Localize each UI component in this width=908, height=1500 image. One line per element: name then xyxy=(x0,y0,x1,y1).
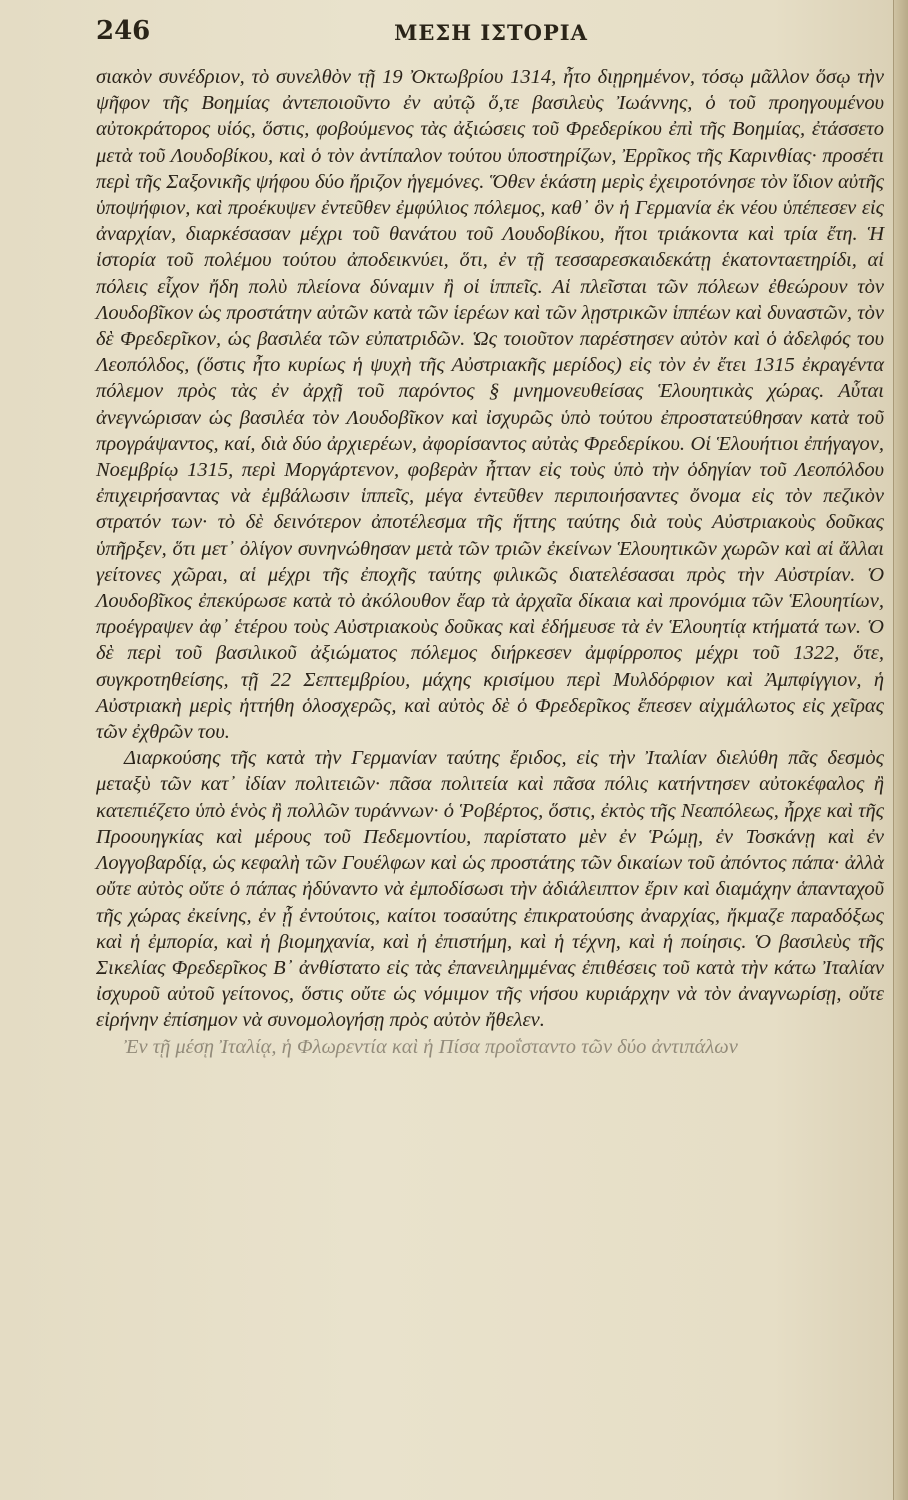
paragraph: Διαρκούσης τῆς κατὰ τὴν Γερμανίαν ταύτης ἔριδος, εἰς τὴν Ἰταλίαν διελύθη πᾶς δεσμὸς μεταξὺ τῶν κατ᾽ ἰδίαν πολιτειῶν· πᾶσα πολιτεία καὶ πᾶσα πόλις κατήντησεν αὐτοκέφαλος ἢ κατεπιέζετο ὑπὸ ἑνὸς ἢ πολλῶν τυράννων· ὁ Ῥοβέρτος, ὅστις, ἐκτὸς τῆς Νεαπόλεως, ἦρχε καὶ τῆς Προουηγκίας καὶ μέρους τοῦ Πεδεμοντίου, παρίστατο μὲν ἐν Ῥώμῃ, ἐν Τοσκάνῃ καὶ ἐν Λογγοβαρδίᾳ, ὡς κεφαλὴ τῶν Γουέλφων καὶ ὡς προστάτης τῶν δικαίων τοῦ ἀπόντος πάπα· ἀλλὰ οὔτε αὐτὸς οὔτε ὁ πάπας ἠδύναντο νὰ ἐμποδίσωσι τὴν ἀδιάλειπτον ἔριν καὶ διαμάχην ἁπανταχοῦ τῆς χώρας ἐκείνης, ἐν ᾗ ἐντούτοις, καίτοι τοσαύτης ἐπικρατούσης ἀναρχίας, ἤκμαζε παραδόξως καὶ ἡ ἐμπορία, καὶ ἡ βιομηχανία, καὶ ἡ ἐπιστήμη, καὶ ἡ τέχνη, καὶ ἡ ποίησις. Ὁ βασιλεὺς τῆς Σικελίας Φρεδερῖκος Β᾽ ἀνθίστατο εἰς τὰς ἐπανειλημμένας ἐπιθέσεις τοῦ κατὰ τὴν κάτω Ἰταλίαν ἰσχυροῦ αὐτοῦ γείτονος, ὅστις οὔτε ὡς νόμιμον τῆς νήσου κυριάρχην νὰ τὸν ἀναγνωρίσῃ, οὔτε εἰρήνην ἐπίσημον νὰ συνομολογήσῃ πρὸς αὐτὸν ἤθελεν. xyxy=(96,747,884,1032)
page-number: 246 xyxy=(96,16,151,46)
main-text xyxy=(96,64,884,1060)
running-title: ΜΕΣΗ ΙΣΤΟΡΙΑ xyxy=(394,20,588,45)
page-header xyxy=(96,14,886,54)
page-edge xyxy=(893,0,908,1500)
paragraph: Ἐν τῇ μέσῃ Ἰταλίᾳ, ἡ Φλωρεντία καὶ ἡ Πίσα προΐσταντο τῶν δύο ἀντιπάλων xyxy=(124,1035,738,1058)
paragraph: σιακὸν συνέδριον, τὸ συνελθὸν τῇ 19 Ὀκτωβρίου 1314, ἦτο διῃρημένον, τόσῳ μᾶλλον ὅσῳ τὴν ψῆφον τῆς Βοημίας ἀντεποιοῦντο ἐν αὐτῷ ὅ,τε βασιλεὺς Ἰωάννης, ὁ τοῦ προηγουμένου αὐτοκράτορος υἱός, ὅστις, φοβούμενος τὰς ἀξιώσεις τοῦ Φρεδερίκου ἐπὶ τῆς Βοημίας, ἐτάσσετο μετὰ τοῦ Λουδοβίκου, καὶ ὁ τὸν ἀντίπαλον τούτου ὑποστηρίζων, Ἐρρῖκος τῆς Καρινθίας· προσέτι περὶ τῆς Σαξονικῆς ψήφου δύο ἤριζον ἡγεμόνες. Ὅθεν ἑκάστη μερὶς ἐχειροτόνησε τὸν ἴδιον αὐτῆς ὑποψήφιον, καὶ προέκυψεν ἐντεῦθεν ἐμφύλιος πόλεμος, καθ᾽ ὃν ἡ Γερμανία ἐκ νέου ὑπέπεσεν εἰς ἀναρχίαν, διαρκέσασαν μέχρι τοῦ θανάτου τοῦ Λουδοβίκου, ἤτοι τριάκοντα καὶ τρία ἔτη. Ἡ ἱστορία τοῦ πολέμου τούτου ἀποδεικνύει, ὅτι, ἐν τῇ τεσσαρεσκαιδεκάτῃ ἑκατονταετηρίδι, αἱ πόλεις εἶχον ἤδη πολὺ πλείονα δύναμιν ἢ οἱ ἱππεῖς. Αἱ πλεῖσται τῶν πόλεων ἐθεώρουν τὸν Λουδοβῖκον ὡς προστάτην αὐτῶν κατὰ τῶν ἱερέων καὶ τῶν λῃστρικῶν ἱππέων καὶ δυναστῶν, τὸν δὲ Φρεδερῖκον, ὡς βασιλέα τῶν εὐπατριδῶν. Ὡς τοιοῦτον παρέστησεν αὐτὸν καὶ ὁ ἀδελφός του Λεοπόλδος, (ὅστις ἦτο κυρίως ἡ ψυχὴ τῆς Αὐστριακῆς μερίδος) εἰς τὸν ἐν ἔτει 1315 ἐκραγέντα πόλεμον πρὸς τὰς ἐν ἀρχῇ τοῦ παρόντος § μνημονευθείσας Ἑλουητικὰς χώρας. Αὗται ἀνεγνώρισαν ὡς βασιλέα τὸν Λουδοβῖκον καὶ ἰσχυρῶς ὑπὸ τούτου ἐπροστατεύθησαν κατὰ τοῦ προγράψαντος, καί, διὰ δύο ἀρχιερέων, ἀφορίσαντος αὐτὰς Φρεδερίκου. Οἱ Ἑλουήτιοι ἐπήγαγον, Νοεμβρίῳ 1315, περὶ Μοργάρτενον, φοβερὰν ἧτταν εἰς τοὺς ὑπὸ τὴν ὁδηγίαν τοῦ Λεοπόλδου ἐπιχειρήσαντας νὰ ἐμβάλωσιν ἱππεῖς, μέγα ἐντεῦθεν περιποιήσαντες ὄνομα εἰς τὸν πεζικὸν στρατόν των· τὸ δὲ δεινότερον ἀποτέλεσμα τῆς ἥττης ταύτης διὰ τοὺς Αὐστριακοὺς δοῦκας ὑπῆρξεν, ὅτι μετ᾽ ὀλίγον συνηνώθησαν μετὰ τῶν τριῶν ἐκείνων Ἑλουητικῶν χωρῶν καὶ αἱ ἄλλαι γείτονες χῶραι, αἱ μέχρι τῆς ἐποχῆς ταύτης φιλικῶς διατελέσασαι πρὸς τὴν Αὐστρίαν. Ὁ Λουδοβῖκος ἐπεκύρωσε κατὰ τὸ ἀκόλουθον ἔαρ τὰ ἀρχαῖα δίκαια καὶ προνόμια τῶν Ἑλουητίων, προέγραψεν ἀφ᾽ ἑτέρου τοὺς Αὐστριακοὺς δοῦκας καὶ ἐδήμευσε τὰ ἐν Ἑλουητίᾳ κτήματά των. Ὁ δὲ περὶ τοῦ βασιλικοῦ ἀξιώματος πόλεμος διήρκεσεν ἀμφίρροπος μέχρι τοῦ 1322, ὅτε, συγκροτηθείσης, τῇ 22 Σεπτεμβρίου, μάχης κρισίμου περὶ Μυλδόρφιον καὶ Ἀμπφίγγιον, ἡ Αὐστριακὴ μερὶς ἡττήθη ὁλοσχερῶς, καὶ αὐτὸς δὲ ὁ Φρεδερῖκος ἔπεσεν αἰχμάλωτος εἰς χεῖρας τῶν ἐχθρῶν του. xyxy=(96,66,884,744)
